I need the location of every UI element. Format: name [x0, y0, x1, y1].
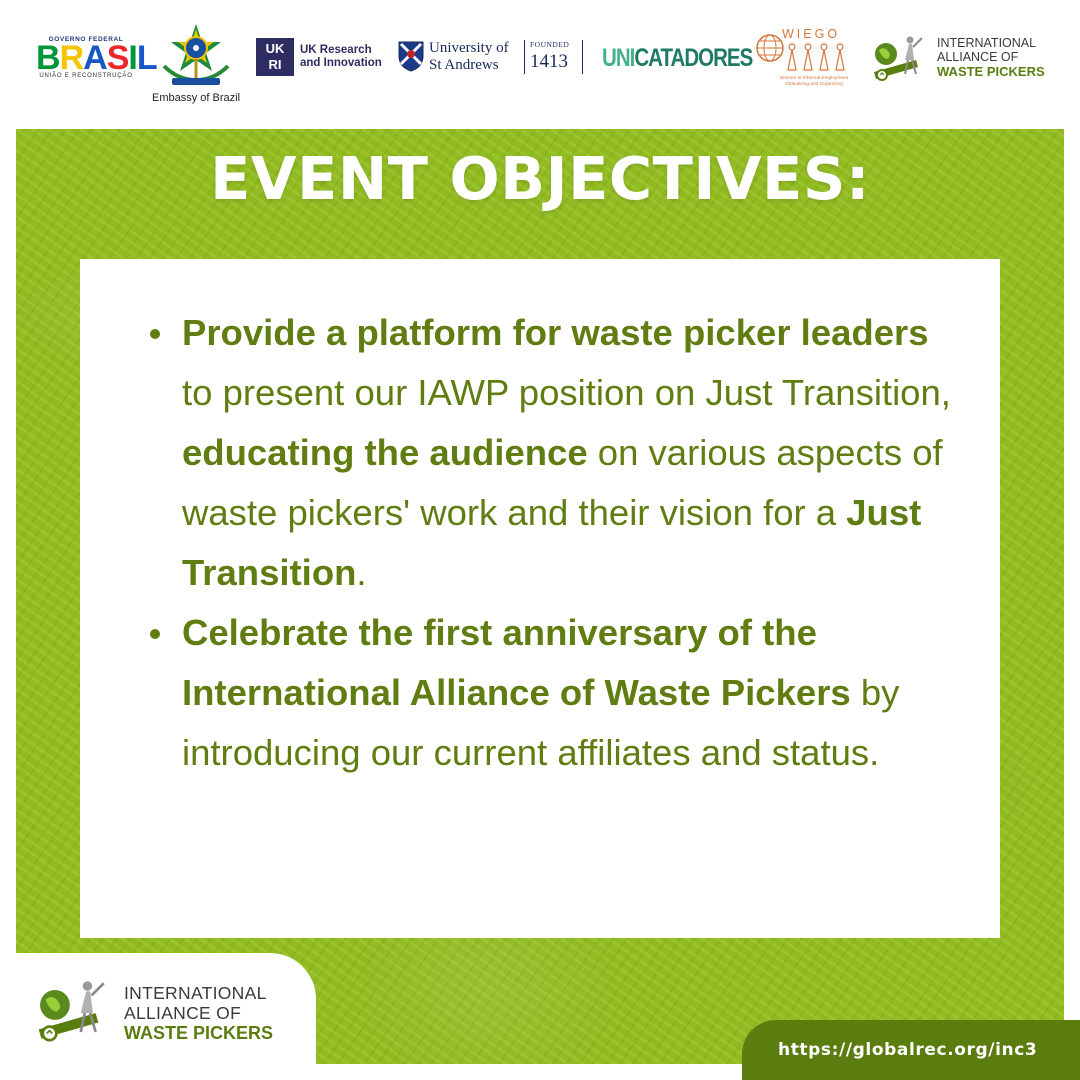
partner-logo-strip: [0, 0, 1080, 120]
wiego-tagline: [766, 76, 862, 88]
ukri-name: [300, 44, 382, 70]
ukri-mark-line1: UK: [265, 41, 285, 56]
unicatadores-rest: CATADORES: [634, 44, 753, 72]
brasil-letter: L: [136, 39, 157, 77]
objective-emphasis: Provide a platform for waste picker leaders: [182, 312, 929, 353]
ukri-line2: and Innovation: [300, 57, 382, 69]
st-andrews-name: [429, 40, 509, 74]
waste-picker-cart-icon: [872, 32, 934, 82]
objective-text: to present our IAWP position on Just Transition,: [182, 372, 951, 413]
iawp-header-line1: INTERNATIONAL: [937, 36, 1037, 50]
iawp-footer-line3: WASTE PICKERS: [124, 1023, 274, 1043]
objectives-card: [80, 259, 1000, 938]
objective-text: on various aspects of waste pickers' work and their vision for a: [182, 432, 943, 533]
objective-emphasis: Just Transition: [182, 492, 922, 593]
unicatadores-logo: [602, 44, 752, 73]
wiego-figures-icon: [784, 42, 854, 74]
wiego-tagline-line1: Women in Informal Employment: [779, 76, 849, 81]
iawp-footer-line2: ALLIANCE OF: [124, 1003, 242, 1023]
objective-emphasis: Celebrate the first anniversary of the International Alliance of Waste Pickers: [182, 612, 851, 713]
objective-text: .: [356, 552, 367, 593]
website-url-link[interactable]: https://globalrec.org/inc3: [778, 1040, 1038, 1060]
iawp-footer-line1: INTERNATIONAL: [124, 983, 267, 1003]
st-andrews-founded-year: 1413: [530, 51, 568, 72]
brasil-logo-bottom-text: UNIÃO E RECONSTRUÇÃO: [39, 73, 133, 79]
waste-picker-cart-icon: [36, 973, 120, 1045]
iawp-header-line2: ALLIANCE OF: [937, 50, 1019, 64]
governo-federal-brasil-logo: [36, 36, 157, 86]
st-andrews-line1: University of: [429, 40, 509, 56]
website-url-tab[interactable]: [742, 1020, 1080, 1080]
st-andrews-divider: [524, 40, 525, 74]
st-andrews-founded-label: FOUNDED: [530, 40, 570, 49]
ukri-line1: UK Research: [300, 44, 372, 56]
st-andrews-divider: [582, 40, 583, 74]
page-title: EVENT OBJECTIVES:: [210, 144, 870, 213]
objective-emphasis: educating the audience: [182, 432, 588, 473]
st-andrews-crest-icon: [397, 40, 425, 72]
embassy-caption: Embassy of Brazil: [151, 92, 241, 104]
objective-item-platform: [182, 303, 962, 603]
ukri-mark: [256, 38, 294, 76]
iawp-footer-badge: [16, 953, 316, 1080]
brasil-letter: R: [59, 39, 84, 77]
ukri-mark-line2: RI: [268, 57, 282, 72]
iawp-header-logo: [872, 30, 1057, 86]
brasil-letter: I: [128, 39, 137, 77]
brasil-letter: A: [83, 39, 107, 77]
st-andrews-line2: St Andrews: [429, 57, 499, 73]
brasil-letter: S: [106, 39, 129, 77]
wiego-logo: [756, 26, 858, 92]
ukri-logo: [256, 38, 386, 78]
iawp-header-line3: WASTE PICKERS: [937, 64, 1045, 79]
brasil-letter: B: [36, 39, 60, 77]
embassy-of-brazil-logo: [140, 22, 252, 110]
brasil-logo-top-text: GOVERNO FEDERAL: [48, 36, 124, 43]
objective-item-anniversary: [182, 603, 962, 783]
wiego-title: WIEGO: [782, 27, 841, 41]
objectives-list: [182, 303, 962, 783]
university-of-st-andrews-logo: [397, 38, 587, 80]
objective-text: by introducing our current affiliates and status.: [182, 672, 900, 773]
wiego-tagline-line2: Globalizing and Organizing: [785, 82, 843, 87]
brazil-coat-of-arms-icon: [158, 22, 234, 88]
unicatadores-prefix: UNI: [602, 44, 635, 72]
